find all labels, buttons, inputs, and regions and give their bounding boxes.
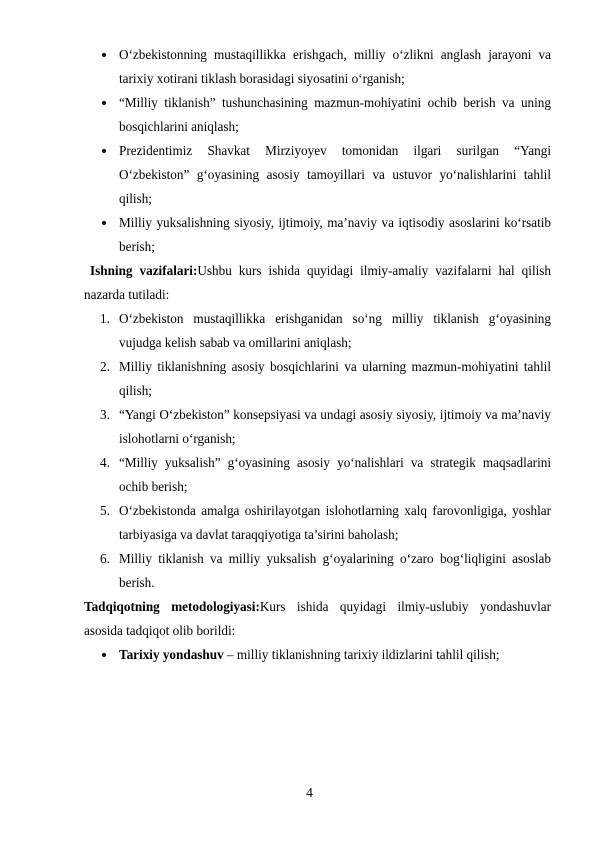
list-item	[84, 43, 551, 91]
list-number: 1.	[100, 311, 110, 326]
list-item	[84, 403, 551, 451]
bullet-icon	[102, 101, 106, 105]
tasks-list	[84, 307, 551, 595]
goal-text: Milliy yuksalishning siyosiy, ijtimoiy, ma’naviy va iqtisodiy asoslarini ko‘rsatib berish;	[119, 215, 551, 254]
list-number: 6.	[100, 551, 110, 566]
bullet-icon	[102, 53, 106, 57]
task-text: “Yangi O‘zbekiston” konsepsiyasi va undagi asosiy siyosiy, ijtimoiy va ma’naviy islohotlarni o‘rganish;	[119, 407, 551, 446]
tasks-intro-text: Ushbu kurs ishida quyidagi ilmiy-amaliy vazifalarni hal qilish nazarda tutiladi:	[84, 263, 551, 302]
list-item	[84, 355, 551, 403]
page-content	[84, 43, 551, 667]
goal-text: O‘zbekistonning mustaqillikka erishgach, milliy o‘zlikni anglash jarayoni va tarixiy xotirani tiklash borasidagi siyosatini o‘rganish;	[119, 47, 551, 86]
list-number: 2.	[100, 359, 110, 374]
page-number: 4	[306, 785, 313, 800]
tasks-heading: Ishning vazifalari:	[90, 263, 198, 278]
task-text: Milliy tiklanish va milliy yuksalish g‘oyalarining o‘zaro bog‘liqligini asoslab berish.	[119, 551, 551, 590]
bullet-icon	[102, 653, 106, 657]
list-item	[84, 643, 551, 667]
list-item	[84, 307, 551, 355]
bullet-icon	[102, 221, 106, 225]
method-label: Tarixiy yondashuv	[119, 647, 224, 662]
methodology-text: Kurs ishida quyidagi ilmiy-uslubiy yondashuvlar asosida tadqiqot olib borildi:	[84, 599, 551, 638]
task-text: “Milliy yuksalish” g‘oyasining asosiy yo‘nalishlari va strategik maqsadlarini ochib berish;	[119, 455, 551, 494]
tasks-intro	[84, 259, 551, 307]
methodology-paragraph	[84, 595, 551, 643]
task-text: O‘zbekistonda amalga oshirilayotgan islohotlarning xalq farovonligiga, yoshlar tarbiyasiga va davlat taraqqiyotiga ta’sirini baholash;	[119, 503, 551, 542]
methods-list	[84, 643, 551, 667]
list-item	[84, 211, 551, 259]
list-number: 4.	[100, 455, 110, 470]
list-number: 3.	[100, 407, 110, 422]
list-item	[84, 91, 551, 139]
goals-list	[84, 43, 551, 259]
task-text: O‘zbekiston mustaqillikka erishganidan so‘ng milliy tiklanish g‘oyasining vujudga kelish sabab va omillarini aniqlash;	[119, 311, 551, 350]
methodology-heading: Tadqiqotning metodologiyasi:	[84, 599, 260, 614]
method-text: – milliy tiklanishning tarixiy ildizlarini tahlil qilish;	[223, 647, 500, 662]
bullet-icon	[102, 149, 106, 153]
list-item	[84, 499, 551, 547]
task-text: Milliy tiklanishning asosiy bosqichlarini va ularning mazmun-mohiyatini tahlil qilish;	[119, 359, 551, 398]
list-item	[84, 451, 551, 499]
goal-text: “Milliy tiklanish” tushunchasining mazmun-mohiyatini ochib berish va uning bosqichlarini aniqlash;	[119, 95, 551, 134]
list-number: 5.	[100, 503, 110, 518]
list-item	[84, 547, 551, 595]
goal-text: Prezidentimiz Shavkat Mirziyoyev tomonidan ilgari surilgan “Yangi O‘zbekiston” g‘oyasining asosiy tamoyillari va ustuvor yo‘nalishlarini tahlil qilish;	[119, 143, 551, 206]
list-item	[84, 139, 551, 211]
